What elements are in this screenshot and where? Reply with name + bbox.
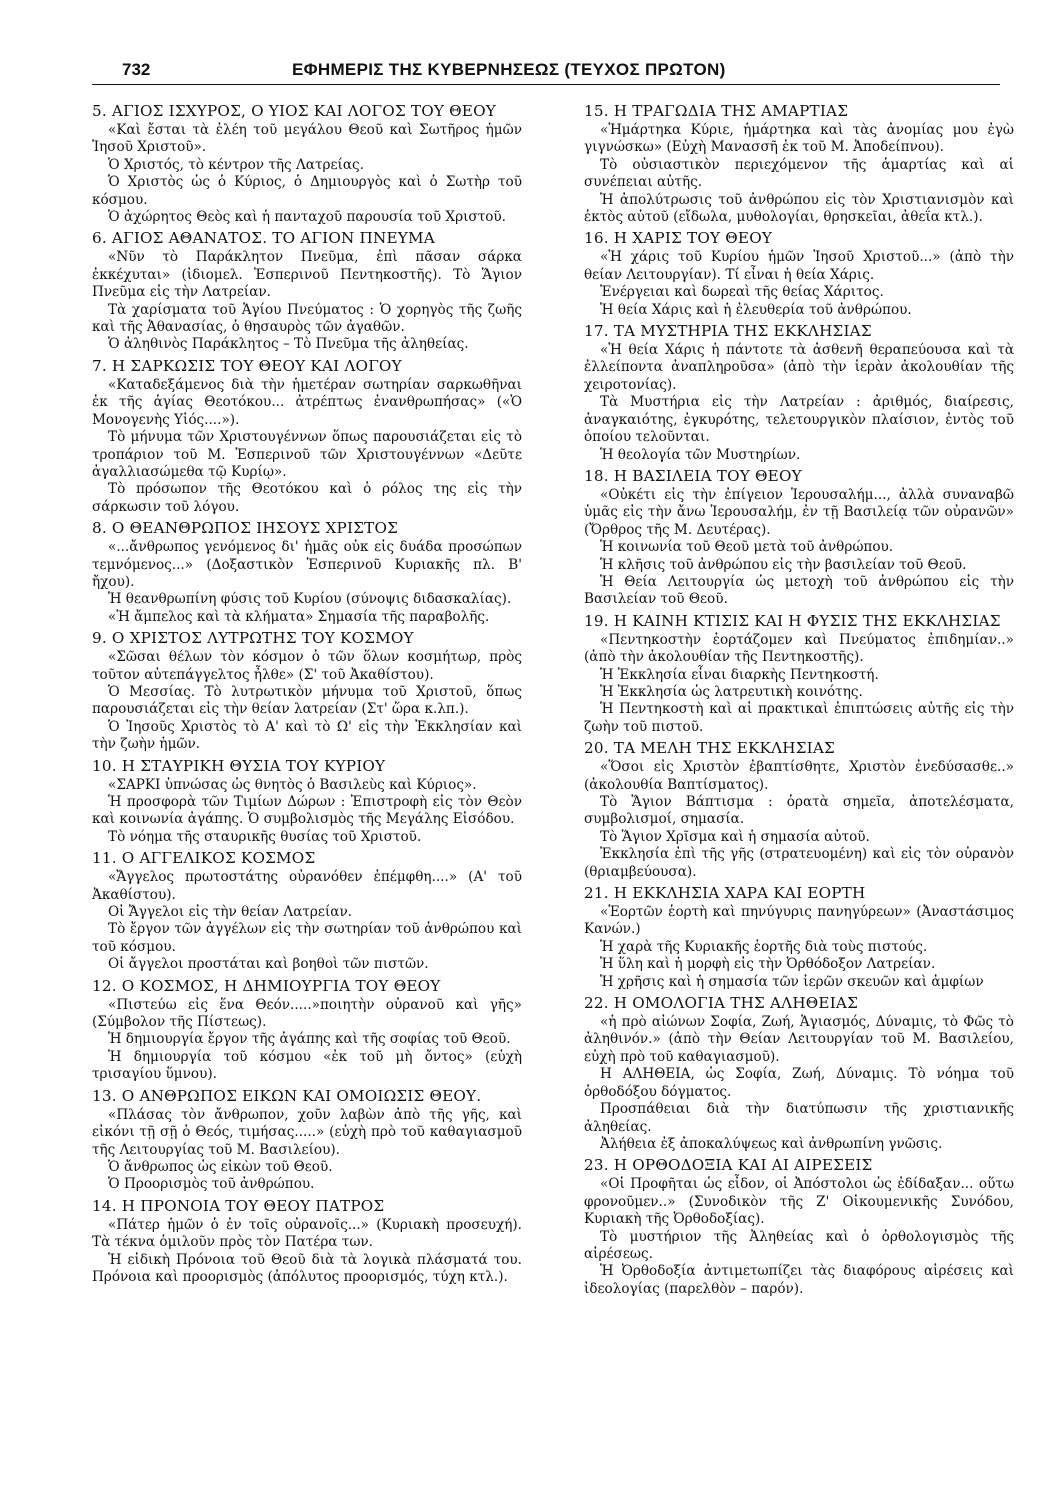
section-heading: 20. ΤΑ ΜΕΛΗ ΤΗΣ ΕΚΚΛΗΣΙΑΣ xyxy=(584,739,835,758)
section-paragraph: Οἱ Ἄγγελοι εἰς τὴν θείαν Λατρείαν. xyxy=(108,904,353,921)
section xyxy=(92,102,522,226)
section xyxy=(584,994,1014,1153)
right-column xyxy=(584,100,1014,1301)
section-paragraph: Ὁ Χριστὸς ὡς ὁ Κύριος, ὁ Δημιουργὸς καὶ ὁ Σωτὴρ τοῦ κόσμου. xyxy=(92,174,522,208)
gazette-title: ΕΦΗΜΕΡΙΣ ΤΗΣ ΚΥΒΕΡΝΗΣΕΩΣ (ΤΕΥΧΟΣ ΠΡΩΤΟΝ) xyxy=(292,60,726,79)
section-paragraph: Ἡ ὕλη καὶ ἡ μορφὴ εἰς τὴν Ὀρθόδοξον Λατρείαν. xyxy=(600,956,936,973)
section xyxy=(92,519,522,626)
section-paragraph: «Πιστεύω εἰς ἕνα Θεόν.....»ποιητὴν οὐρανοῦ καὶ γῆς» (Σύμβολον τῆς Πίστεως). xyxy=(92,996,522,1031)
section-paragraph: «Ἡμάρτηκα Κύριε, ἡμάρτηκα καὶ τὰς ἀνομίας μου ἐγὼ γιγνώσκω» (Εὐχὴ Μανασσῆ ἐκ τοῦ Μ. Ἀποδείπνου). xyxy=(584,122,1014,156)
section-heading: 16. Η ΧΑΡΙΣ ΤΟΥ ΘΕΟΥ xyxy=(584,229,773,248)
left-column xyxy=(92,100,522,1301)
section-paragraph: «Ἡ ἄμπελος καὶ τὰ κλήματα» Σημασία τῆς παραβολῆς. xyxy=(108,608,490,625)
section-paragraph: Ἡ Ἐκκλησία ὡς λατρευτικὴ κοινότης. xyxy=(600,683,863,700)
section-paragraph: Ἡ ἀπολύτρωσις τοῦ ἀνθρώπου εἰς τὸν Χριστιανισμὸν καὶ ἐκτὸς αὐτοῦ (εἴδωλα, μυθολογίαι, θρησκεῖαι, ἀθεΐα κτλ.). xyxy=(584,191,1014,226)
section-paragraph: Τὰ Μυστήρια εἰς τὴν Λατρείαν : ἀριθμός, διαίρεσις, ἀναγκαιότης, ἐγκυρότης, τελετουργικὸν πλαίσιον, ἐντὸς τοῦ ὁποίου τελοῦνται. xyxy=(584,394,1014,446)
section-paragraph: «Πάτερ ἡμῶν ὁ ἐν τοῖς οὐρανοῖς...» (Κυριακὴ προσευχή). Τὰ τέκνα ὁμιλοῦν πρὸς τὸν Πατέρα των. xyxy=(92,1216,522,1251)
section-paragraph: Ἡ εἰδικὴ Πρόνοια τοῦ Θεοῦ διὰ τὰ λογικὰ πλάσματά του. Πρόνοια καὶ προορισμὸς (ἀπόλυτος προορισμός, τύχη κτλ.). xyxy=(92,1251,522,1285)
section-paragraph: «ἡ πρὸ αἰώνων Σοφία, Ζωή, Ἁγιασμός, Δύναμις, τὸ Φῶς τὸ ἀληθινόν.» (ἀπὸ τὴν Θείαν Λειτουργίαν τοῦ Μ. Βασιλείου, εὐχὴ πρὸ τοῦ καθαγιασμοῦ). xyxy=(584,1014,1014,1065)
section-paragraph: Τὸ μήνυμα τῶν Χριστουγέννων ὅπως παρουσιάζεται εἰς τὸ τροπάριον τοῦ Μ. Ἑσπερινοῦ τῶν Χριστουγέννων «Δεῦτε ἀγαλλιασώμεθα τῷ Κυρίῳ». xyxy=(92,429,522,480)
section-paragraph: Ὁ Ἰησοῦς Χριστὸς τὸ Α' καὶ τὸ Ω' εἰς τὴν Ἐκκλησίαν καὶ τὴν ζωὴν ἡμῶν. xyxy=(92,718,522,753)
section-paragraph: Ἡ κλῆσις τοῦ ἀνθρώπου εἰς τὴν βασιλείαν τοῦ Θεοῦ. xyxy=(600,556,967,573)
section-heading: 18. Η ΒΑΣΙΛΕΙΑ ΤΟΥ ΘΕΟΥ xyxy=(584,466,802,485)
section-paragraph: Ὁ ἄνθρωπος ὡς εἰκὼν τοῦ Θεοῦ. xyxy=(108,1158,333,1175)
section-paragraph: Ἡ δημιουργία τοῦ κόσμου «ἐκ τοῦ μὴ ὄντος» (εὐχὴ τρισαγίου ὕμνου). xyxy=(92,1048,522,1083)
section-paragraph: Ὁ ἀχώρητος Θεὸς καὶ ἡ πανταχοῦ παρουσία τοῦ Χριστοῦ. xyxy=(108,209,506,226)
section-heading: 10. Η ΣΤΑΥΡΙΚΗ ΘΥΣΙΑ ΤΟΥ ΚΥΡΙΟΥ xyxy=(92,756,386,775)
section-paragraph: Προσπάθειαι διὰ τὴν διατύπωσιν τῆς χριστιανικῆς ἀληθείας. xyxy=(584,1101,1014,1135)
section-paragraph: «...ἄνθρωπος γενόμενος δι' ἡμᾶς οὐκ εἰς δυάδα προσώπων τεμνόμενος...» (Δοξαστικὸν Ἑσπερινοῦ Κυριακῆς πλ. Β' ἤχου). xyxy=(92,539,522,590)
section-heading: 8. Ο ΘΕΑΝΘΡΩΠΟΣ ΙΗΣΟΥΣ ΧΡΙΣΤΟΣ xyxy=(92,519,399,538)
section xyxy=(92,977,522,1084)
section-paragraph: Ἐκκλησία ἐπὶ τῆς γῆς (στρατευομένη) καὶ εἰς τὸν οὐρανὸν (θριαμβεύουσα). xyxy=(584,846,1014,880)
section xyxy=(92,1087,522,1194)
section xyxy=(92,1197,522,1287)
section-paragraph: Ἡ θεία Χάρις καὶ ἡ ἐλευθερία τοῦ ἀνθρώπου. xyxy=(600,301,912,318)
section-heading: 22. Η ΟΜΟΛΟΓΙΑ ΤΗΣ ΑΛΗΘΕΙΑΣ xyxy=(584,994,859,1013)
section xyxy=(584,739,1014,881)
section-paragraph: «Καταδεξάμενος διὰ τὴν ἡμετέραν σωτηρίαν σαρκωθῆναι ἐκ τῆς ἁγίας Θεοτόκου... ἀτρέπτως ἐνανθρωπήσας» («Ὁ Μονογενὴς Υἱός....»). xyxy=(92,376,522,428)
section-paragraph: Ἡ Θεία Λειτουργία ὡς μετοχὴ τοῦ ἀνθρώπου εἰς τὴν Βασιλείαν τοῦ Θεοῦ. xyxy=(584,573,1014,608)
section-heading: 11. Ο ΑΓΓΕΛΙΚΟΣ ΚΟΣΜΟΣ xyxy=(92,849,316,868)
section xyxy=(584,102,1014,226)
section-paragraph: Τὸ μυστήριον τῆς Ἀληθείας καὶ ὁ ὀρθολογισμὸς τῆς αἱρέσεως. xyxy=(584,1228,1014,1262)
section xyxy=(92,629,522,753)
section-heading: 9. Ο ΧΡΙΣΤΟΣ ΛΥΤΡΩΤΗΣ ΤΟΥ ΚΟΣΜΟΥ xyxy=(92,629,414,648)
section-heading: 7. Η ΣΑΡΚΩΣΙΣ ΤΟΥ ΘΕΟΥ ΚΑΙ ΛΟΓΟΥ xyxy=(92,356,402,375)
section-paragraph: «ΣΑΡΚΙ ὑπνώσας ὡς θνητὸς ὁ Βασιλεὺς καὶ Κύριος». xyxy=(108,776,477,793)
section-paragraph: Τὸ οὐσιαστικὸν περιεχόμενον τῆς ἁμαρτίας καὶ αἱ συνέπειαι αὐτῆς. xyxy=(584,156,1014,191)
section-paragraph: Ἡ χρῆσις καὶ ἡ σημασία τῶν ἱερῶν σκευῶν καὶ ἀμφίων xyxy=(600,973,984,990)
section-paragraph: Ἡ Πεντηκοστὴ καὶ αἱ πρακτικαὶ ἐπιπτώσεις αὐτῆς εἰς τὴν ζωὴν τοῦ πιστοῦ. xyxy=(584,701,1014,735)
section-heading: 6. ΑΓΙΟΣ ΑΘΑΝΑΤΟΣ. ΤΟ ΑΓΙΟΝ ΠΝΕΥΜΑ xyxy=(92,229,435,248)
section-paragraph: «Ὅσοι εἰς Χριστὸν ἐβαπτίσθητε, Χριστὸν ἐνεδύσασθε..» (ἀκολουθία Βαπτίσματος). xyxy=(584,759,1014,793)
section-heading: 15. Η ΤΡΑΓΩΔΙΑ ΤΗΣ ΑΜΑΡΤΙΑΣ xyxy=(584,102,849,120)
section-paragraph: «Ἡ θεία Χάρις ἡ πάντοτε τὰ ἀσθενῆ θεραπεύουσα καὶ τὰ ἐλλείποντα ἀναπληροῦσα» (ἀπὸ τὴν ἱερὰν ἀκολουθίαν τῆς χειροτονίας). xyxy=(584,342,1014,393)
section xyxy=(92,757,522,847)
section xyxy=(584,1156,1014,1298)
section-paragraph: Ἡ χαρὰ τῆς Κυριακῆς ἑορτῆς διὰ τοὺς πιστούς. xyxy=(600,938,928,955)
section-paragraph: Ὁ Χριστός, τὸ κέντρον τῆς Λατρείας. xyxy=(108,156,364,173)
section-paragraph: Ἡ κοινωνία τοῦ Θεοῦ μετὰ τοῦ ἀνθρώπου. xyxy=(600,539,894,556)
section-paragraph: Τὸ Ἅγιον Χρῖσμα καὶ ἡ σημασία αὐτοῦ. xyxy=(600,828,870,845)
section-paragraph: Ἡ θεανθρωπίνη φύσις τοῦ Κυρίου (σύνοψις διδασκαλίας). xyxy=(108,591,512,608)
section-paragraph: Ὁ Προορισμὸς τοῦ ἀνθρώπου. xyxy=(108,1176,315,1193)
section-paragraph: Ἡ Ὀρθοδοξία ἀντιμετωπίζει τὰς διαφόρους αἱρέσεις καὶ ἰδεολογίας (παρελθὸν – παρόν). xyxy=(584,1263,1014,1297)
section-paragraph: Ἡ προσφορὰ τῶν Τιμίων Δώρων : Ἐπιστροφὴ εἰς τὸν Θεὸν καὶ κοινωνία ἀγάπης. Ὁ συμβολισμὸς τῆς Μεγάλης Εἰσόδου. xyxy=(92,794,522,828)
section-paragraph: «Νῦν τὸ Παράκλητον Πνεῦμα, ἐπὶ πᾶσαν σάρκα ἐκκέχυται» (ἰδιομελ. Ἑσπερινοῦ Πεντηκοστῆς). Τὸ Ἅγιον Πνεῦμα εἰς τὴν Λατρείαν. xyxy=(92,249,522,301)
section-paragraph: Ἐνέργειαι καὶ δωρεαὶ τῆς θείας Χάριτος. xyxy=(600,284,884,301)
section-paragraph: «Ἄγγελος πρωτοστάτης οὐρανόθεν ἐπέμφθη....» (Α' τοῦ Ἀκαθίστου). xyxy=(92,869,522,903)
section-paragraph: Ὁ Μεσσίας. Τὸ λυτρωτικὸν μήνυμα τοῦ Χριστοῦ, ὅπως παρουσιάζεται εἰς τὴν θείαν λατρείαν (Στ' ὥρα κ.λπ.). xyxy=(92,683,522,718)
section-paragraph: «Οὐκέτι εἰς τὴν ἐπίγειον Ἱερουσαλήμ..., ἀλλὰ συναναβῶ ὑμᾶς εἰς τὴν ἄνω Ἱερουσαλήμ, ἐν τῇ Βασιλείᾳ τῶν οὐρανῶν» (Ὄρθρος τῆς Μ. Δευτέρας). xyxy=(584,486,1014,538)
page-header xyxy=(92,58,1000,85)
section-paragraph: Ἀλήθεια ἐξ ἀποκαλύψεως καὶ ἀνθρωπίνη γνῶσις. xyxy=(600,1135,943,1152)
section-paragraph: Τὸ Ἅγιον Βάπτισμα : ὁρατὰ σημεῖα, ἀποτελέσματα, συμβολισμοί, σημασία. xyxy=(584,794,1014,828)
section xyxy=(92,357,522,516)
section-paragraph: «Καὶ ἔσται τὰ ἐλέη τοῦ μεγάλου Θεοῦ καὶ Σωτῆρος ἡμῶν Ἰησοῦ Χριστοῦ». xyxy=(92,122,522,156)
section-heading: 13. Ο ΑΝΘΡΩΠΟΣ ΕΙΚΩΝ ΚΑΙ ΟΜΟΙΩΣΙΣ ΘΕΟΥ. xyxy=(92,1086,482,1105)
section xyxy=(92,849,522,973)
section-paragraph: Οἱ ἄγγελοι προστάται καὶ βοηθοὶ τῶν πιστῶν. xyxy=(108,956,429,973)
section-paragraph: Τὰ χαρίσματα τοῦ Ἁγίου Πνεύματος : Ὁ χορηγὸς τῆς ζωῆς καὶ τῆς Ἀθανασίας, ὁ θησαυρὸς τῶν ἀγαθῶν. xyxy=(92,301,522,336)
section-paragraph: Ὁ ἀληθινὸς Παράκλητος – Τὸ Πνεῦμα τῆς ἀληθείας. xyxy=(108,336,469,353)
section xyxy=(92,229,522,353)
section-heading: 5. ΑΓΙΟΣ ΙΣΧΥΡΟΣ, Ο ΥΙΟΣ ΚΑΙ ΛΟΓΟΣ ΤΟΥ ΘΕΟΥ xyxy=(92,102,496,120)
section-paragraph: «Οἱ Προφῆται ὡς εἶδον, οἱ Ἀπόστολοι ὡς ἐδίδαξαν... οὕτω φρονοῦμεν..» (Συνοδικὸν τῆς Ζ' Οἰκουμενικῆς Συνόδου, Κυριακὴ τῆς Ὀρθοδοξίας). xyxy=(584,1176,1014,1228)
section-heading: 19. Η ΚΑΙΝΗ ΚΤΙΣΙΣ ΚΑΙ Η ΦΥΣΙΣ ΤΗΣ ΕΚΚΛΗΣΙΑΣ xyxy=(584,611,1001,630)
section-paragraph: Τὸ ἔργον τῶν ἀγγέλων εἰς τὴν σωτηρίαν τοῦ ἀνθρώπου καὶ τοῦ κόσμου. xyxy=(92,921,522,955)
section-heading: 21. Η ΕΚΚΛΗΣΙΑ ΧΑΡΑ ΚΑΙ ΕΟΡΤΗ xyxy=(584,884,866,903)
section-paragraph: Τὸ πρόσωπον τῆς Θεοτόκου καὶ ὁ ρόλος της εἰς τὴν σάρκωσιν τοῦ λόγου. xyxy=(92,481,522,515)
section-paragraph: Ἡ δημιουργία ἔργον τῆς ἀγάπης καὶ τῆς σοφίας τοῦ Θεοῦ. xyxy=(108,1031,511,1048)
section-heading: 14. Η ΠΡΟΝΟΙΑ ΤΟΥ ΘΕΟΥ ΠΑΤΡΟΣ xyxy=(92,1196,385,1215)
section xyxy=(584,467,1014,609)
section-paragraph: Ἡ Ἐκκλησία εἶναι διαρκὴς Πεντηκοστή. xyxy=(600,666,879,683)
section-paragraph: «Πεντηκοστὴν ἑορτάζομεν καὶ Πνεύματος ἐπιδημίαν..» (ἀπὸ τὴν ἀκολουθίαν τῆς Πεντηκοστῆς). xyxy=(584,631,1014,666)
section-paragraph: Τὸ νόημα τῆς σταυρικῆς θυσίας τοῦ Χριστοῦ. xyxy=(108,828,422,845)
section xyxy=(584,322,1014,464)
section xyxy=(584,229,1014,319)
section-paragraph: «Ἑορτῶν ἑορτὴ καὶ πηνύγυρις πανηγύρεων» (Ἀναστάσιμος Κανών.) xyxy=(584,904,1014,938)
section-paragraph: Ἡ θεολογία τῶν Μυστηρίων. xyxy=(600,446,801,463)
section-heading: 23. Η ΟΡΘΟΔΟΞΙΑ ΚΑΙ ΑΙ ΑΙΡΕΣΕΙΣ xyxy=(584,1156,873,1175)
section xyxy=(584,884,1014,991)
section-paragraph: «Ἡ χάρις τοῦ Κυρίου ἡμῶν Ἰησοῦ Χριστοῦ...» (ἀπὸ τὴν θείαν Λειτουργίαν). Τί εἶναι ἡ θεία Χάρις. xyxy=(584,249,1014,283)
section-paragraph: Η ΑΛΗΘΕΙΑ, ὡς Σοφία, Ζωή, Δύναμις. Τὸ νόημα τοῦ ὀρθοδόξου δόγματος. xyxy=(584,1066,1014,1100)
section-heading: 17. ΤΑ ΜΥΣΤΗΡΙΑ ΤΗΣ ΕΚΚΛΗΣΙΑΣ xyxy=(584,322,872,341)
section xyxy=(584,612,1014,736)
text-columns xyxy=(92,100,1014,1301)
page-number: 732 xyxy=(122,60,151,79)
section-paragraph: «Σῶσαι θέλων τὸν κόσμον ὁ τῶν ὅλων κοσμήτωρ, πρὸς τοῦτον αὐτεπάγγελτος ἦλθε» (Σ' τοῦ Ἀκαθίστου). xyxy=(92,649,522,683)
section-paragraph: «Πλάσας τὸν ἄνθρωπον, χοῦν λαβὼν ἀπὸ τῆς γῆς, καὶ εἰκόνι τῇ σῇ ὁ Θεός, τιμήσας.....» (εὐχὴ πρὸ τοῦ καθαγιασμοῦ τῆς Λειτουργίας τοῦ Μ. Βασιλείου). xyxy=(92,1106,522,1158)
section-heading: 12. Ο ΚΟΣΜΟΣ, Η ΔΗΜΙΟΥΡΓΙΑ ΤΟΥ ΘΕΟΥ xyxy=(92,976,441,995)
